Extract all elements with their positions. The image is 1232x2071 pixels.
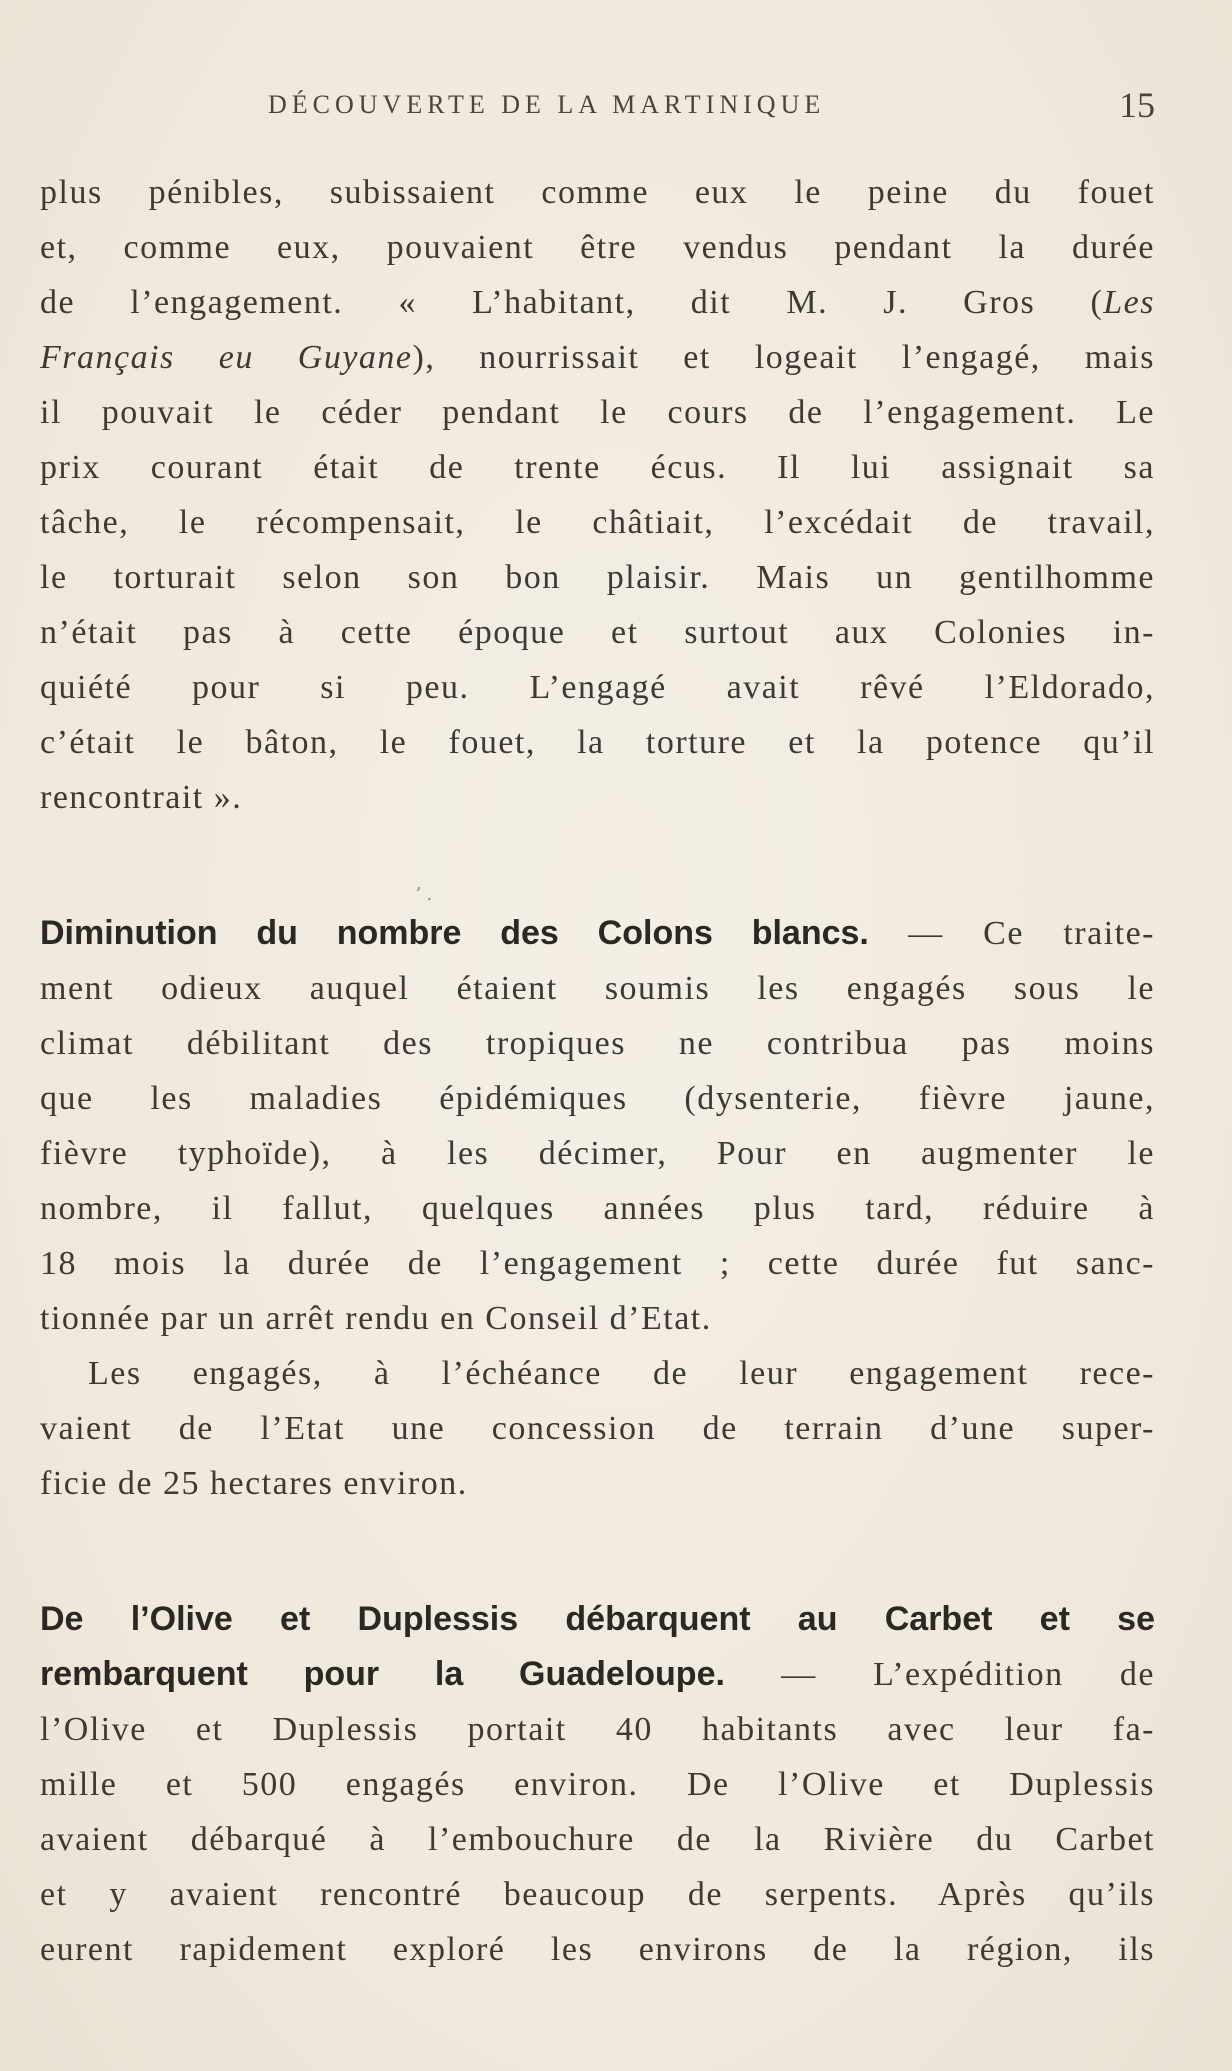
italic-book-title-part: Les bbox=[1103, 284, 1155, 321]
text-line-with-citation bbox=[40, 275, 1155, 330]
text-line: 18 mois la durée de l’engagement ; cette durée fut sanc- bbox=[40, 1245, 1155, 1282]
text-segment: de l’engagement. « L’habitant, dit M. J. Gros ( bbox=[40, 284, 1104, 321]
text-line: prix courant était de trente écus. Il lui assignait sa bbox=[40, 449, 1155, 486]
text-line: tionnée par un arrêt rendu en Conseil d’Etat. bbox=[40, 1300, 712, 1337]
text-line: Les engagés, à l’échéance de leur engagement rece- bbox=[88, 1355, 1155, 1392]
text-line: n’était pas à cette époque et surtout aux Colonies in- bbox=[40, 614, 1155, 651]
page-number: 15 bbox=[1119, 85, 1155, 125]
section-olive-duplessis bbox=[40, 1592, 1155, 1977]
print-speck: ʼ . bbox=[415, 884, 433, 905]
text-line: avaient débarqué à l’embouchure de la Rivière du Carbet bbox=[40, 1821, 1155, 1858]
text-segment: ), nourrissait et logeait l’engagé, mais bbox=[412, 339, 1155, 376]
text-line: il pouvait le céder pendant le cours de l’engagement. Le bbox=[40, 394, 1155, 431]
text-line: vaient de l’Etat une concession de terrain d’une super- bbox=[40, 1410, 1155, 1447]
text-line: que les maladies épidémiques (dysenterie, fièvre jaune, bbox=[40, 1080, 1155, 1117]
text-line: plus pénibles, subissaient comme eux le peine du fouet bbox=[40, 174, 1155, 211]
text-line: climat débilitant des tropiques ne contribua pas moins bbox=[40, 1025, 1155, 1062]
section-heading-continued: rembarquent pour la Guadeloupe. bbox=[40, 1655, 725, 1693]
running-head bbox=[40, 85, 1155, 130]
text-segment: — L’expédition de bbox=[724, 1656, 1155, 1693]
section-diminution-colons bbox=[40, 906, 1155, 1511]
running-title: DÉCOUVERTE DE LA MARTINIQUE bbox=[268, 90, 826, 119]
italic-book-title: Français eu Guyane bbox=[40, 339, 413, 376]
paragraph-engagement-conditions bbox=[40, 165, 1155, 825]
text-line: le torturait selon son bon plaisir. Mais un gentilhomme bbox=[40, 559, 1155, 596]
text-line: quiété pour si peu. L’engagé avait rêvé l’Eldorado, bbox=[40, 669, 1155, 706]
text-line: tâche, le récompensait, le châtiait, l’excédait de travail, bbox=[40, 504, 1155, 541]
text-line: eurent rapidement exploré les environs de la région, ils bbox=[40, 1931, 1155, 1968]
text-line: et, comme eux, pouvaient être vendus pendant la durée bbox=[40, 229, 1155, 266]
section-heading: De l’Olive et Duplessis débarquent au Carbet et se bbox=[40, 1600, 1155, 1638]
text-line: fièvre typhoïde), à les décimer, Pour en augmenter le bbox=[40, 1135, 1155, 1172]
text-line: l’Olive et Duplessis portait 40 habitants avec leur fa- bbox=[40, 1711, 1155, 1748]
section-heading-line bbox=[40, 906, 1155, 961]
text-line: ficie de 25 hectares environ. bbox=[40, 1465, 468, 1502]
section-heading-line bbox=[40, 1647, 1155, 1702]
text-line: mille et 500 engagés environ. De l’Olive et Duplessis bbox=[40, 1766, 1155, 1803]
text-line-with-citation bbox=[40, 330, 1155, 385]
text-segment: — Ce traite- bbox=[868, 915, 1155, 952]
text-line: ment odieux auquel étaient soumis les engagés sous le bbox=[40, 970, 1155, 1007]
text-line: nombre, il fallut, quelques années plus tard, réduire à bbox=[40, 1190, 1155, 1227]
section-heading: Diminution du nombre des Colons blancs. bbox=[40, 914, 869, 952]
text-line: et y avaient rencontré beaucoup de serpents. Après qu’ils bbox=[40, 1876, 1155, 1913]
text-line: c’était le bâton, le fouet, la torture et la potence qu’il bbox=[40, 724, 1155, 761]
text-line: rencontrait ». bbox=[40, 779, 243, 816]
